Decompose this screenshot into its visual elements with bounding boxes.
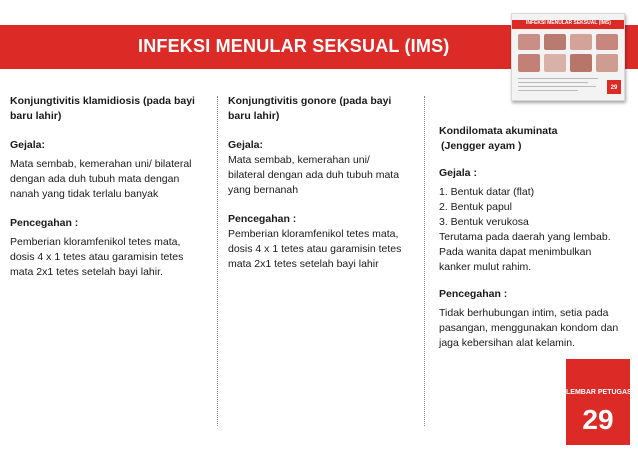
- column-divider: [424, 96, 425, 426]
- thumbnail-text-line: [518, 78, 598, 79]
- gejala-label: Gejala:: [10, 139, 46, 151]
- gejala-label: Gejala:: [228, 139, 264, 151]
- thumbnail-photo: [570, 34, 592, 50]
- pencegahan-label: Pencegahan :: [228, 213, 297, 225]
- column-heading: Konjungtivitis klamidiosis (pada bayi baru lahir): [10, 95, 195, 122]
- pencegahan-text: Pemberian kloramfenikol tetes mata, dosis 4 x 1 tetes atau garamisin tetes mata 2x1 tetes setelah bayi lahir: [228, 228, 402, 270]
- thumbnail-photo: [544, 54, 566, 72]
- thumbnail-text-line: [518, 82, 588, 83]
- gejala-item: 2. Bentuk papul: [439, 201, 512, 213]
- thumbnail-photo: [596, 54, 618, 72]
- gejala-text: Mata sembab, kemerahan uni/ bilateral dengan ada duh tubuh mata dengan nanah yang tidak terlalu banyak: [10, 158, 192, 200]
- pencegahan-label: Pencegahan :: [439, 288, 508, 300]
- thumbnail-photo: [544, 34, 566, 50]
- page-title: INFEKSI MENULAR SEKSUAL (IMS): [138, 36, 450, 56]
- column-heading: Konjungtivitis gonore (pada bayi baru lahir): [228, 95, 392, 122]
- thumbnail-photo: [518, 54, 540, 72]
- gejala-label: Gejala :: [439, 167, 477, 179]
- lembar-petugas-label: LEMBAR PETUGAS: [566, 389, 632, 396]
- pencegahan-text: Pemberian kloramfenikol tetes mata, dosis 4 x 1 tetes atau garamisin tetes mata 2x1 tetes setelah bayi lahir.: [10, 236, 184, 278]
- pencegahan-label: Pencegahan :: [10, 217, 79, 229]
- gejala-item: 1. Bentuk datar (flat): [439, 186, 535, 198]
- column-klamidiosis: [10, 94, 205, 280]
- gejala-text: Terutama pada daerah yang lembab. Pada wanita dapat menimbulkan kanker mulut rahim.: [439, 231, 611, 273]
- column-gonore: [228, 94, 408, 272]
- thumbnail-text-line: [518, 90, 578, 91]
- column-subheading: (Jengger ayam ): [441, 140, 522, 152]
- thumbnail-text-line: [518, 86, 596, 87]
- thumbnail-photo: [518, 34, 540, 50]
- pencegahan-text: Tidak berhubungan intim, setia pada pasangan, menggunakan kondom dan jaga kebersihan alat kelamin.: [439, 307, 619, 349]
- column-heading: Kondilomata akuminata: [439, 125, 558, 137]
- page-thumbnail: [511, 13, 625, 101]
- thumbnail-title: INFEKSI MENULAR SEKSUAL (IMS): [526, 20, 611, 26]
- page-number: 29: [582, 404, 614, 435]
- gejala-item: 3. Bentuk verukosa: [439, 216, 529, 228]
- column-kondilomata: [439, 124, 624, 351]
- gejala-text: Mata sembab, kemerahan uni/ bilateral dengan ada duh tubuh mata yang bernanah: [228, 154, 400, 196]
- thumbnail-page-number: 29: [607, 80, 621, 94]
- column-divider: [217, 96, 218, 426]
- thumbnail-photo: [596, 34, 618, 50]
- thumbnail-photo: [570, 54, 592, 72]
